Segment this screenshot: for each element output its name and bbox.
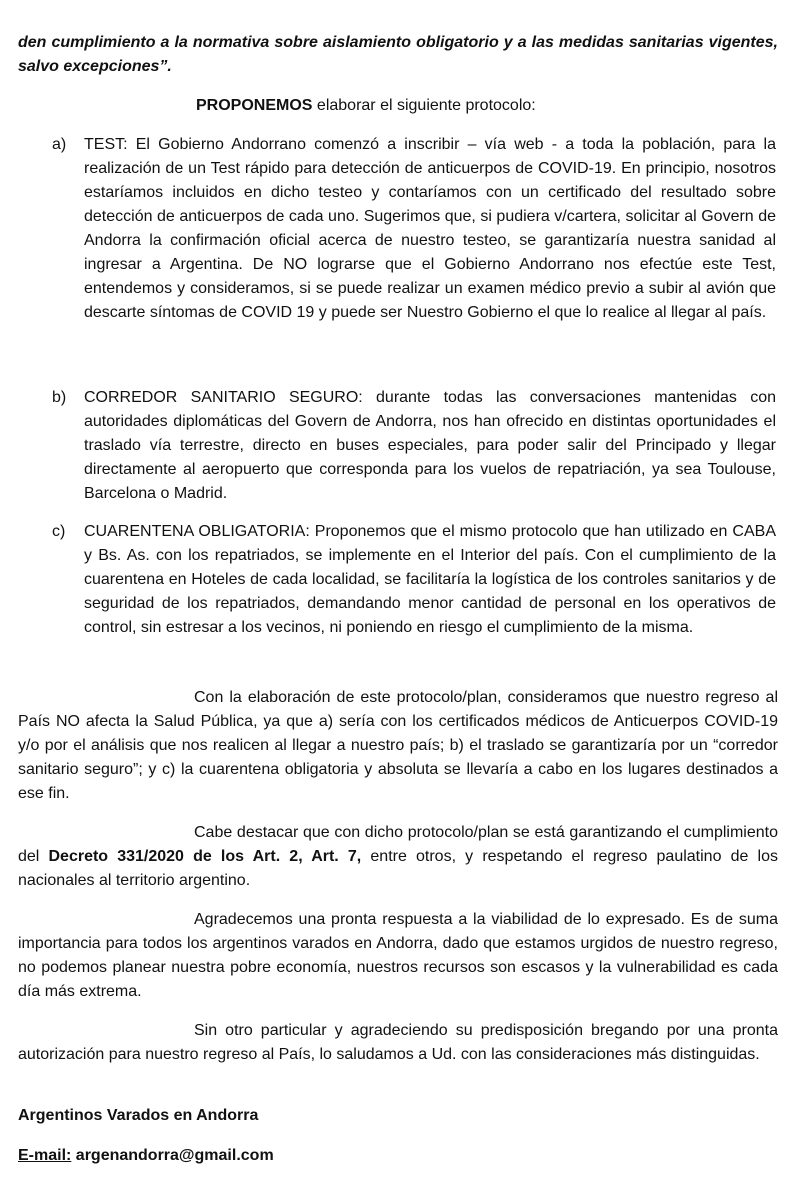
list-item-letter: b): [52, 389, 67, 406]
list-item-letter: c): [52, 523, 66, 540]
list-item-text: TEST: El Gobierno Andorrano comenzó a inscribir – vía web - a toda la población, para la realización de un Test rápido para detección de anticuerpos de COVID-19. En principio, nosotros estaríamos incluidos en dicho testeo y contaríamos con un certificado del resultado sobre detección de anticuerpos de cada uno. Sugerimos que, si pudiera v/cartera, solicitar al Govern de Andorra la confirmación oficial acerca de nuestro testeo, se garantizaría nuestra sanidad al ingresar a Argentina. De NO lograrse que el Gobierno Andorrano nos efectúe este Test, entendemos y consideramos, si se puede realizar un examen médico previo a subir al avión que descarte síntomas de COVID 19 y puede ser Nuestro Gobierno el que lo realice al llegar al país.: [84, 136, 776, 321]
email-line: [18, 1144, 274, 1168]
decree-text-before: Cabe destacar que con dicho protocolo/plan se está garantizando el cumplimiento del: [18, 824, 778, 865]
paragraph-decree: [18, 821, 778, 893]
proposal-rest: elaborar el siguiente protocolo:: [312, 97, 536, 114]
proposal-keyword: PROPONEMOS: [196, 97, 313, 114]
intro-paragraph: den cumplimiento a la normativa sobre aislamiento obligatorio y a las medidas sanitarias vigentes, salvo excepciones”.: [18, 34, 778, 75]
list-item-text: CORREDOR SANITARIO SEGURO: durante todas las conversaciones mantenidas con autoridades diplomáticas del Govern de Andorra, nos han ofrecido en distintas oportunidades el traslado vía terrestre, directo en buses especiales, para poder salir del Principado y llegar directamente al aeropuerto que corresponda para los vuelos de repatriación, ya sea Toulouse, Barcelona o Madrid.: [84, 389, 776, 502]
signature: Argentinos Varados en Andorra: [18, 1107, 259, 1124]
decree-text-after: entre otros, y respetando el regreso paulatino de los nacionales al territorio argentino.: [18, 848, 779, 889]
paragraph-request: Agradecemos una pronta respuesta a la viabilidad de lo expresado. Es de suma importancia para todos los argentinos varados en Andorra, dado que estamos urgidos de nuestro regreso, no podemos planear nuestra pobre economía, nuestros recursos son escasos y la vulnerabilidad es cada día más extrema.: [18, 911, 778, 1000]
paragraph-closing: Sin otro particular y agradeciendo su predisposición bregando por una pronta autorización para nuestro regreso al País, lo saludamos a Ud. con las consideraciones más distinguidas.: [18, 1022, 778, 1063]
email-address[interactable]: argenandorra@gmail.com: [71, 1147, 274, 1164]
proposal-heading: [196, 94, 756, 118]
email-label: E-mail:: [18, 1147, 72, 1164]
decree-reference: Decreto 331/2020 de los Art. 2, Art. 7,: [48, 848, 362, 865]
list-item-letter: a): [52, 136, 67, 153]
list-item-text: CUARENTENA OBLIGATORIA: Proponemos que el mismo protocolo que han utilizado en CABA y Bs. As. con los repatriados, se implemente en el Interior del país. Con el cumplimiento de la cuarentena en Hoteles de cada localidad, se facilitaría la logística de los controles sanitarios y de seguridad de los repatriados, demandando menor cantidad de personal en los operativos de control, sin estresar a los vecinos, ni poniendo en riesgo el cumplimiento de la misma.: [84, 523, 776, 636]
paragraph-protocol: Con la elaboración de este protocolo/plan, consideramos que nuestro regreso al País NO afecta la Salud Pública, ya que a) sería con los certificados médicos de Anticuerpos COVID-19 y/o por el análisis que nos realicen al llegar a nuestro país; b) el traslado se garantizaría por un “corredor sanitario seguro”; y c) la cuarentena obligatoria y absoluta se llevaría a cabo en los lugares destinados a ese fin.: [18, 689, 778, 802]
